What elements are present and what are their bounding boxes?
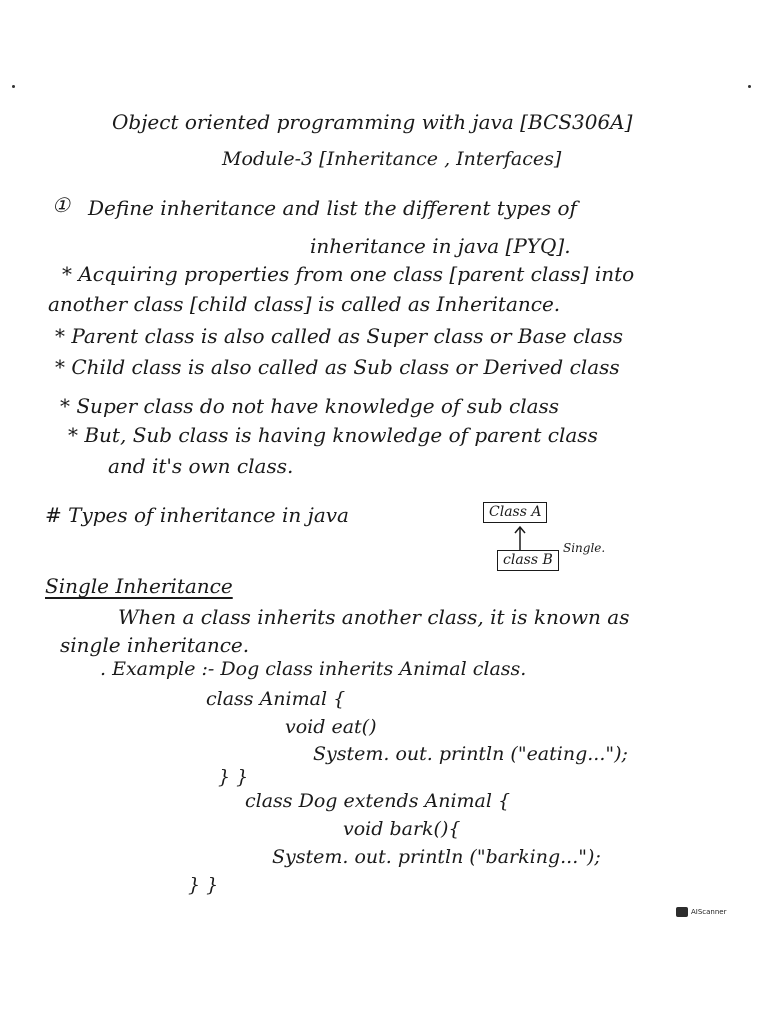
code-line-3: System. out. println ("eating..."); bbox=[313, 743, 628, 765]
diagram-label: Single. bbox=[563, 541, 606, 555]
code-line-7: System. out. println ("barking..."); bbox=[272, 846, 601, 868]
scanner-logo-icon bbox=[676, 907, 688, 917]
code-line-5: class Dog extends Animal { bbox=[245, 790, 511, 812]
scan-dot bbox=[748, 85, 751, 88]
code-line-6: void bark(){ bbox=[343, 818, 461, 840]
bullet-2: * Parent class is also called as Super class or Base class bbox=[55, 324, 624, 348]
code-line-8: } } bbox=[188, 874, 219, 896]
bullet-4: * Super class do not have knowledge of sub class bbox=[60, 394, 560, 418]
example-line: . Example :- Dog class inherits Animal class. bbox=[100, 658, 527, 680]
single-desc-line-1: When a class inherits another class, it is known as bbox=[118, 605, 630, 629]
question-line-2: inheritance in java [PYQ]. bbox=[310, 234, 571, 258]
code-line-4: } } bbox=[218, 766, 249, 788]
scanner-watermark bbox=[676, 907, 727, 917]
single-inheritance-heading: Single Inheritance bbox=[45, 574, 233, 598]
diagram-child-class: class B bbox=[497, 550, 559, 571]
page-title: Object oriented programming with java [BCS306A] bbox=[112, 110, 633, 134]
inheritance-arrow-icon bbox=[510, 524, 530, 552]
code-line-1: class Animal { bbox=[206, 688, 346, 710]
single-desc-line-2: single inheritance. bbox=[60, 633, 250, 657]
question-number: ① bbox=[52, 193, 70, 217]
types-heading: # Types of inheritance in java bbox=[45, 503, 349, 527]
bullet-5-line-2: and it's own class. bbox=[108, 454, 294, 478]
code-line-2: void eat() bbox=[285, 716, 377, 738]
scan-dot bbox=[12, 85, 15, 88]
bullet-5-line-1: * But, Sub class is having knowledge of parent class bbox=[68, 423, 598, 447]
scanner-watermark-text: AIScanner bbox=[691, 908, 727, 916]
question-line-1: Define inheritance and list the different types of bbox=[88, 196, 577, 220]
diagram-parent-class: Class A bbox=[483, 502, 547, 523]
bullet-3: * Child class is also called as Sub class or Derived class bbox=[55, 355, 620, 379]
module-heading: Module-3 [Inheritance , Interfaces] bbox=[222, 148, 562, 170]
bullet-1-line-2: another class [child class] is called as Inheritance. bbox=[48, 292, 561, 316]
bullet-1-line-1: * Acquiring properties from one class [parent class] into bbox=[62, 262, 635, 286]
